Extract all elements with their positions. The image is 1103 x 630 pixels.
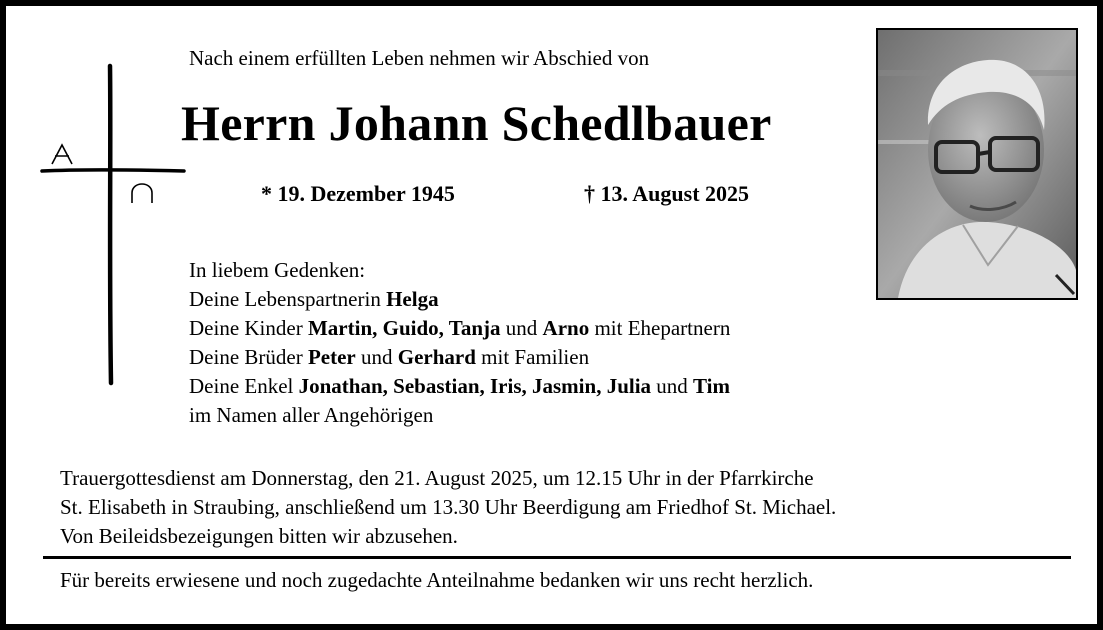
line-name: Tim [693, 374, 731, 398]
line-text: Deine Brüder [189, 345, 308, 369]
line-text: mit Ehepartnern [589, 316, 731, 340]
line-name: Gerhard [397, 345, 476, 369]
line-text: Deine Lebenspartnerin [189, 287, 387, 311]
line-name: Peter [307, 345, 356, 369]
memorial-line [189, 401, 730, 430]
funeral-service-info [60, 464, 836, 551]
service-line: Von Beileidsbezeigungen bitten wir abzusehen. [60, 524, 458, 548]
cross-alpha-omega-icon [34, 61, 194, 391]
line-text: mit Familien [475, 345, 590, 369]
line-text: und [355, 345, 398, 369]
memorial-line [189, 343, 730, 372]
line-text: Deine Enkel [189, 374, 299, 398]
service-line: St. Elisabeth in Straubing, anschließend um 13.30 Uhr Beerdigung am Friedhof St. Michael. [60, 495, 837, 519]
memorial-line [189, 285, 730, 314]
birth-date: * 19. Dezember 1945 [261, 181, 455, 206]
line-text: und [651, 374, 694, 398]
thanks-text: Für bereits erwiesene und noch zugedachte Anteilnahme bedanken wir uns recht herzlich. [60, 568, 814, 592]
line-name: Martin, Guido, Tanja [307, 316, 501, 340]
memorial-heading: In liebem Gedenken: [189, 258, 366, 282]
portrait-photo [876, 28, 1078, 300]
death-date: † 13. August 2025 [584, 181, 750, 206]
line-text: und [500, 316, 543, 340]
memorial-line [189, 314, 730, 343]
portrait-image [878, 30, 1076, 298]
line-name: Arno [542, 316, 590, 340]
line-text: im Namen aller Angehörigen [189, 403, 434, 427]
deceased-name: Herrn Johann Schedlbauer [181, 95, 772, 151]
service-line: Trauergottesdienst am Donnerstag, den 21. August 2025, um 12.15 Uhr in der Pfarrkirche [60, 466, 814, 490]
line-name: Jonathan, Sebastian, Iris, Jasmin, Julia [298, 374, 652, 398]
memorial-block [189, 256, 730, 430]
memorial-line [189, 372, 730, 401]
intro-text: Nach einem erfüllten Leben nehmen wir Abschied von [189, 46, 650, 70]
line-name: Helga [386, 287, 439, 311]
line-text: Deine Kinder [189, 316, 308, 340]
divider-line [43, 556, 1071, 559]
